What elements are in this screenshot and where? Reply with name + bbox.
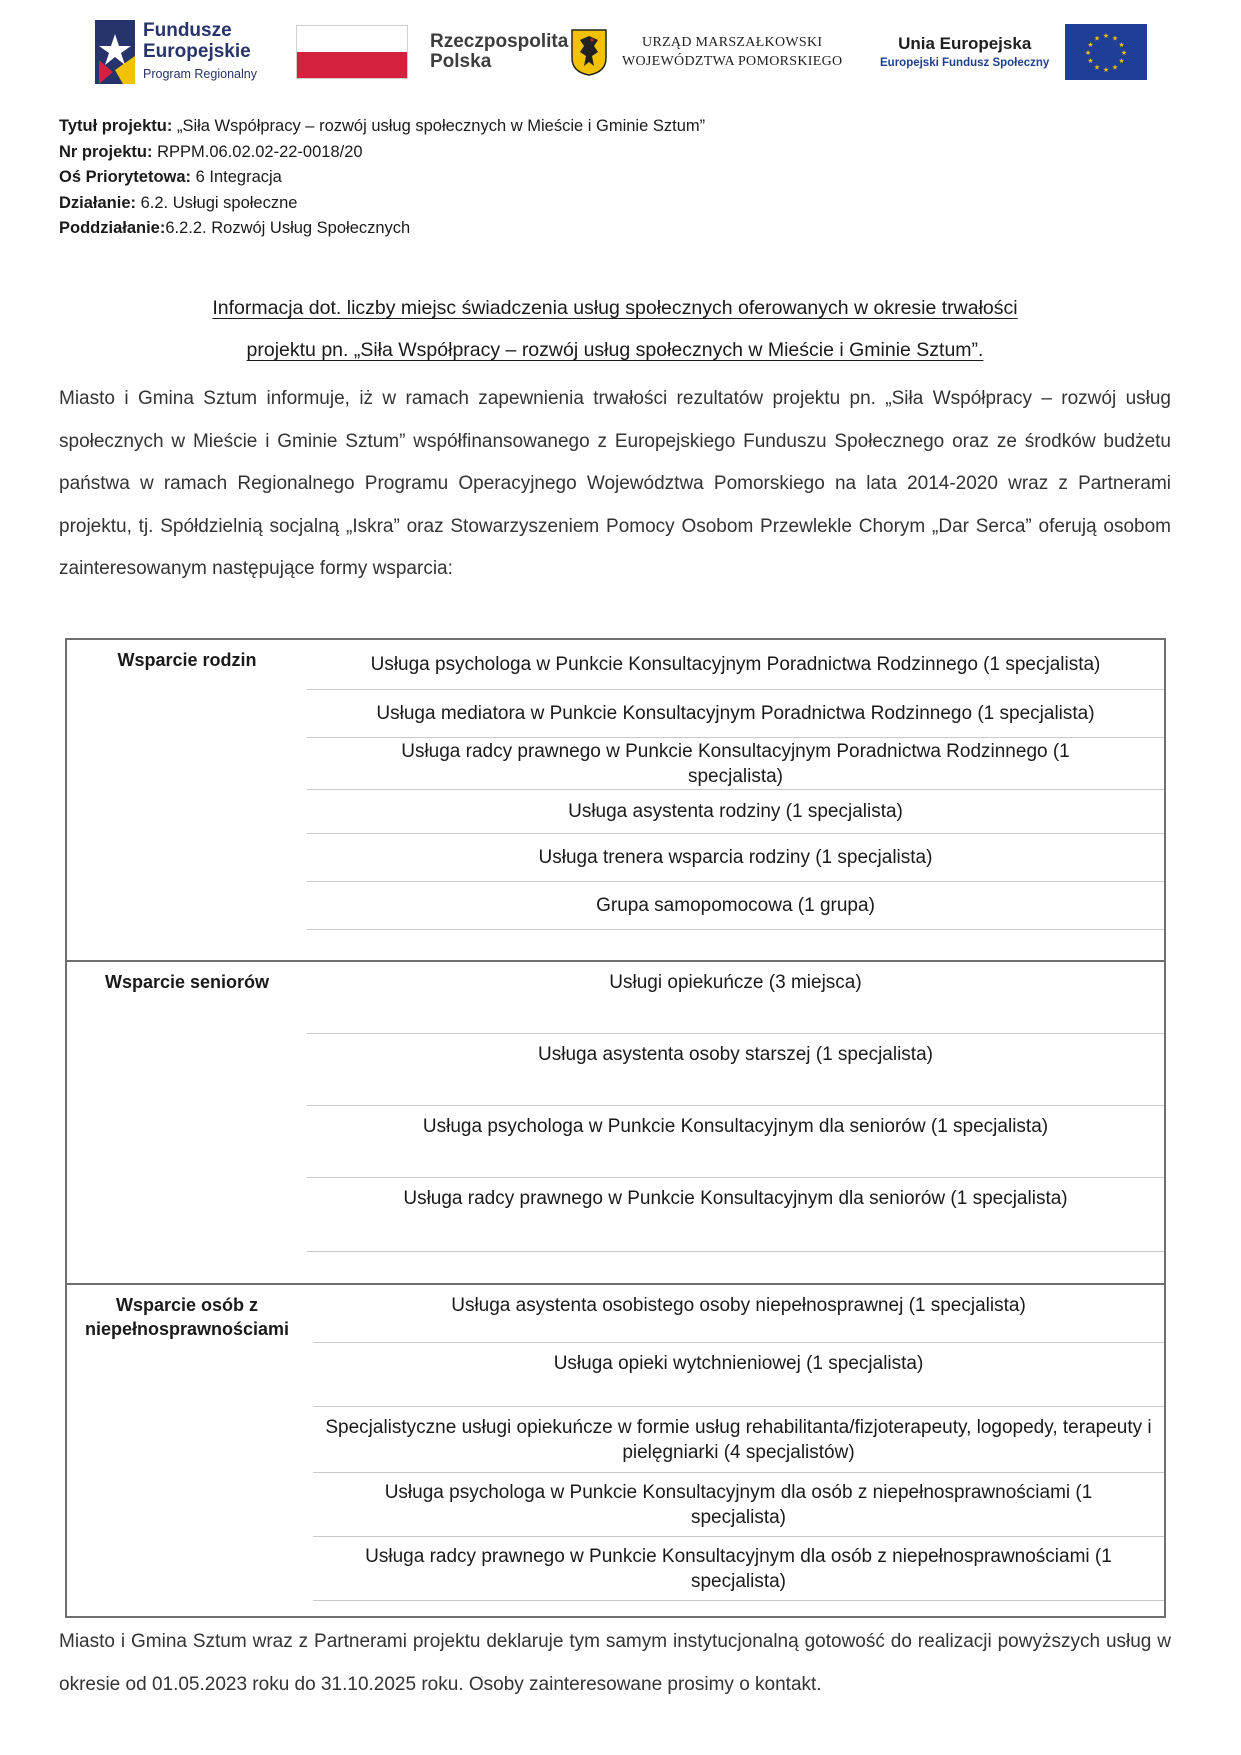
service-item: Usługa psychologa w Punkcie Konsultacyjnym dla osób z niepełnosprawnościami (1 specjalista) (313, 1473, 1164, 1537)
svg-text:★: ★ (1094, 63, 1101, 72)
service-item: Usługa psychologa w Punkcie Konsultacyjnym Poradnictwa Rodzinnego (1 specjalista) (307, 640, 1164, 690)
fundusze-europejskie-logo (95, 12, 257, 92)
ue-sub: Europejski Fundusz Społeczny (880, 57, 1050, 69)
group-disabilities (67, 1283, 1164, 1618)
service-item: Usługa asystenta osoby starszej (1 specjalista) (307, 1034, 1164, 1106)
svg-text:★: ★ (1094, 34, 1101, 43)
meta-title-row (59, 114, 705, 140)
fe-name-line1: Fundusze (143, 19, 232, 41)
group-seniors (67, 960, 1164, 1285)
group-families (67, 640, 1164, 960)
meta-label: Działanie: (59, 193, 137, 212)
svg-text:★: ★ (1112, 63, 1119, 72)
um-line1: URZĄD MARSZAŁKOWSKI (642, 35, 823, 50)
um-line2: WOJEWÓDZTWA POMORSKIEGO (622, 54, 843, 69)
meta-label: Nr projektu: (59, 142, 153, 161)
closing-paragraph: Miasto i Gmina Sztum wraz z Partnerami projektu deklaruje tym samym instytucjonalną gotowość do realizacji powyższych usług w okresie od 01.05.2023 roku do 31.10.2025 roku. Osoby zainteresowane prosimy o kontakt. (59, 1631, 1171, 1695)
group-label: Wsparcie osób z niepełnosprawnościami (84, 1295, 290, 1339)
svg-text:★: ★ (1087, 41, 1094, 49)
eu-flag-icon (1065, 24, 1147, 80)
service-item: Usługa trenera wsparcia rodziny (1 specjalista) (307, 834, 1164, 882)
rzeczpospolita-polska-logo (296, 12, 568, 92)
services-table (65, 638, 1166, 1618)
svg-text:★: ★ (1085, 49, 1092, 57)
urzad-marszalkowski-logo (570, 12, 842, 92)
rp-line1: Rzeczpospolita (430, 31, 569, 52)
rp-line2: Polska (430, 51, 492, 72)
svg-text:★: ★ (1087, 57, 1094, 65)
ue-title: Unia Europejska (898, 34, 1032, 53)
project-meta (59, 114, 705, 242)
service-item: Usługa asystenta rodziny (1 specjalista) (307, 790, 1164, 834)
service-item: Usługa mediatora w Punkcie Konsultacyjnym Poradnictwa Rodzinnego (1 specjalista) (307, 690, 1164, 738)
group-label: Wsparcie seniorów (104, 972, 270, 992)
heading-line2: projektu pn. „Siła Współpracy – rozwój usług społecznych w Mieście i Gminie Sztum”. (246, 339, 984, 361)
service-item: Usługa opieki wytchnieniowej (1 specjalista) (313, 1343, 1164, 1407)
meta-value: 6.2. Usługi społeczne (136, 193, 298, 212)
meta-value: RPPM.06.02.02-22-0018/20 (152, 142, 363, 161)
service-item: Usługa psychologa w Punkcie Konsultacyjnym dla seniorów (1 specjalista) (307, 1106, 1164, 1178)
fe-star-icon (95, 20, 135, 84)
service-item: Usługa radcy prawnego w Punkcie Konsultacyjnym dla seniorów (1 specjalista) (307, 1178, 1164, 1252)
heading-line1: Informacja dot. liczby miejsc świadczenia usług społecznych oferowanych w okresie trwałości (212, 297, 1018, 319)
meta-number-row (59, 140, 705, 166)
svg-text:★: ★ (1112, 34, 1119, 43)
griffin-crest-icon (570, 28, 608, 76)
meta-action-row (59, 191, 705, 217)
meta-axis-row (59, 165, 705, 191)
service-item: Usługa asystenta osobistego osoby niepełnosprawnej (1 specjalista) (313, 1285, 1164, 1343)
service-item: Grupa samopomocowa (1 grupa) (307, 882, 1164, 930)
fe-sub: Program Regionalny (143, 66, 257, 81)
service-item: Usługa radcy prawnego w Punkcie Konsultacyjnym dla osób z niepełnosprawnościami (1 specjalista) (313, 1537, 1164, 1601)
service-item: Usługa radcy prawnego w Punkcie Konsultacyjnym Poradnictwa Rodzinnego (1 specjalista) (307, 738, 1164, 790)
meta-label: Oś Priorytetowa: (59, 168, 192, 186)
service-item: Usługi opiekuńcze (3 miejsca) (307, 962, 1164, 1034)
intro-paragraph: Miasto i Gmina Sztum informuje, iż w ramach zapewnienia trwałości rezultatów projektu pn. „Siła Współpracy – rozwój usług społecznych w Mieście i Gminie Sztum” współfinansowanego z Europejskiego Funduszu Społecznego oraz ze środków budżetu państwa w ramach Regionalnego Programu Operacyjnego Województwa Pomorskiego na lata 2014-2020 wraz z Partnerami projektu, tj. Spółdzielnią socjalną „Iskra” oraz Stowarzyszeniem Pomocy Osobom Przewlekle Chorym „Dar Serca” oferują osobom zainteresowanym następujące formy wsparcia: (59, 388, 1171, 579)
meta-label: Poddziałanie: (59, 219, 166, 237)
poland-flag-icon (296, 25, 408, 79)
meta-subaction-row (59, 216, 705, 242)
document-heading (59, 287, 1171, 371)
logo-bar (0, 12, 1241, 92)
svg-text:★: ★ (1103, 32, 1110, 40)
fe-name-line2: Europejskie (143, 40, 251, 62)
group-label: Wsparcie rodzin (117, 650, 257, 670)
svg-text:★: ★ (1121, 49, 1128, 57)
unia-europejska-logo (880, 12, 1147, 92)
svg-text:★: ★ (1118, 57, 1125, 65)
service-item: Specjalistyczne usługi opiekuńcze w formie usług rehabilitanta/fizjoterapeuty, logopedy, terapeuty i pielęgniarki (4 specjalistów) (313, 1407, 1164, 1473)
meta-value: 6.2.2. Rozwój Usług Społecznych (165, 219, 411, 237)
svg-text:★: ★ (1103, 66, 1110, 74)
meta-value: 6 Integracja (191, 168, 282, 186)
meta-label: Tytuł projektu: (59, 117, 173, 135)
svg-text:★: ★ (1118, 41, 1125, 49)
meta-value: „Siła Współpracy – rozwój usług społecznych w Mieście i Gminie Sztum” (172, 117, 706, 135)
